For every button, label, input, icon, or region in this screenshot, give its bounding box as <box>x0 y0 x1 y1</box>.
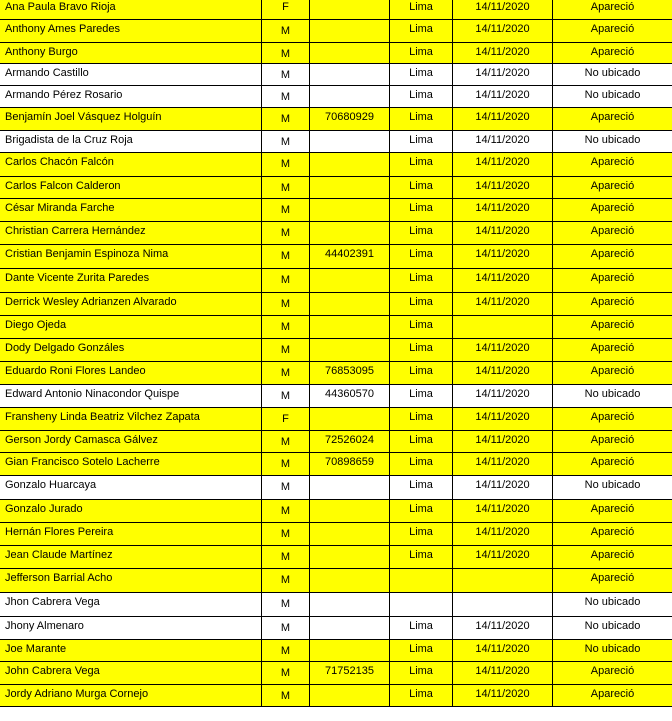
date-cell[interactable]: 14/11/2020 <box>453 640 553 661</box>
name-cell[interactable]: Eduardo Roni Flores Landeo <box>0 362 262 384</box>
table-row <box>0 339 672 362</box>
table-row <box>0 43 672 64</box>
table-row <box>0 153 672 177</box>
city-cell[interactable]: Lima <box>390 453 453 475</box>
date-cell[interactable]: 14/11/2020 <box>453 617 553 639</box>
sex-cell[interactable]: M <box>262 685 310 706</box>
status-cell[interactable]: Apareció <box>590 272 635 284</box>
table-row <box>0 453 672 476</box>
sex-cell[interactable]: M <box>262 617 310 639</box>
dni-cell[interactable]: 70898659 <box>310 453 390 475</box>
name-cell[interactable]: Carlos Chacón Falcón <box>0 153 262 176</box>
city-cell[interactable]: Lima <box>390 0 453 19</box>
table-row <box>0 640 672 662</box>
status-cell[interactable]: No ubicado <box>584 479 641 491</box>
name-cell[interactable]: Dante Vicente Zurita Paredes <box>0 269 262 292</box>
name-cell[interactable]: Edward Antonio Ninacondor Quispe <box>0 385 262 407</box>
date-cell[interactable] <box>453 569 553 592</box>
date-cell[interactable] <box>453 316 553 338</box>
status-cell[interactable]: Apareció <box>590 156 635 168</box>
dni-cell[interactable] <box>310 0 390 19</box>
status-cell[interactable]: No ubicado <box>584 89 641 101</box>
sex-cell[interactable]: M <box>262 153 310 176</box>
table-row <box>0 177 672 199</box>
dni-cell[interactable] <box>310 339 390 361</box>
sex-cell[interactable]: M <box>262 662 310 684</box>
name-cell[interactable]: Jhony Almenaro <box>0 617 262 639</box>
sex-cell[interactable]: M <box>262 476 310 499</box>
date-cell[interactable]: 14/11/2020 <box>453 546 553 568</box>
sex-cell[interactable]: M <box>262 453 310 475</box>
date-cell[interactable]: 14/11/2020 <box>453 0 553 19</box>
table-row <box>0 476 672 500</box>
status-cell[interactable]: Apareció <box>590 180 635 192</box>
status-cell[interactable]: Apareció <box>590 503 635 515</box>
sex-cell[interactable]: F <box>262 408 310 430</box>
city-cell[interactable]: Lima <box>390 385 453 407</box>
table-row <box>0 362 672 385</box>
sex-cell[interactable]: M <box>262 20 310 42</box>
city-cell[interactable]: Lima <box>390 153 453 176</box>
city-cell[interactable]: Lima <box>390 362 453 384</box>
table-row <box>0 0 672 20</box>
status-cell[interactable]: Apareció <box>590 572 635 584</box>
city-cell[interactable]: Lima <box>390 199 453 221</box>
city-cell[interactable]: Lima <box>390 245 453 268</box>
table-row <box>0 431 672 453</box>
name-cell[interactable]: Hernán Flores Pereira <box>0 523 262 545</box>
status-cell[interactable]: Apareció <box>590 1 635 13</box>
date-cell[interactable]: 14/11/2020 <box>453 293 553 315</box>
city-cell[interactable]: Lima <box>390 177 453 198</box>
name-cell[interactable]: Ana Paula Bravo Rioja <box>0 0 262 19</box>
name-cell[interactable]: Gonzalo Huarcaya <box>0 476 262 499</box>
dni-cell[interactable] <box>310 569 390 592</box>
dni-cell[interactable] <box>310 293 390 315</box>
date-cell[interactable]: 14/11/2020 <box>453 362 553 384</box>
dni-cell[interactable] <box>310 640 390 661</box>
date-cell[interactable]: 14/11/2020 <box>453 523 553 545</box>
dni-cell[interactable] <box>310 199 390 221</box>
dni-cell[interactable]: 70680929 <box>310 108 390 130</box>
table-row <box>0 20 672 43</box>
table-row <box>0 64 672 86</box>
date-cell[interactable]: 14/11/2020 <box>453 500 553 522</box>
table-row <box>0 500 672 523</box>
status-cell[interactable]: Apareció <box>590 202 635 214</box>
name-cell[interactable]: Cristian Benjamin Espinoza Nima <box>0 245 262 268</box>
date-cell[interactable]: 14/11/2020 <box>453 43 553 63</box>
city-cell[interactable]: Lima <box>390 546 453 568</box>
table-row <box>0 269 672 293</box>
date-cell[interactable]: 14/11/2020 <box>453 20 553 42</box>
dni-cell[interactable] <box>310 64 390 85</box>
status-cell[interactable]: No ubicado <box>584 643 641 655</box>
table-row <box>0 408 672 431</box>
status-cell[interactable]: Apareció <box>590 434 635 446</box>
date-cell[interactable]: 14/11/2020 <box>453 153 553 176</box>
date-cell[interactable]: 14/11/2020 <box>453 339 553 361</box>
sex-cell[interactable]: M <box>262 593 310 616</box>
city-cell[interactable]: Lima <box>390 339 453 361</box>
dni-cell[interactable]: 44402391 <box>310 245 390 268</box>
city-cell[interactable] <box>390 569 453 592</box>
dni-cell[interactable]: 71752135 <box>310 662 390 684</box>
name-cell[interactable]: Dody Delgado Gonzáles <box>0 339 262 361</box>
table-row <box>0 222 672 245</box>
status-cell[interactable]: Apareció <box>590 46 635 58</box>
sex-cell[interactable]: M <box>262 222 310 244</box>
name-cell[interactable]: Jean Claude Martínez <box>0 546 262 568</box>
table-row <box>0 685 672 707</box>
table-row <box>0 385 672 408</box>
name-cell[interactable]: Armando Pérez Rosario <box>0 86 262 107</box>
dni-cell[interactable] <box>310 617 390 639</box>
sex-cell[interactable]: M <box>262 546 310 568</box>
date-cell[interactable] <box>453 593 553 616</box>
table-row <box>0 662 672 685</box>
date-cell[interactable]: 14/11/2020 <box>453 177 553 198</box>
name-cell[interactable]: Armando Castillo <box>0 64 262 85</box>
sex-cell[interactable]: M <box>262 339 310 361</box>
status-cell[interactable]: No ubicado <box>584 596 641 608</box>
dni-cell[interactable] <box>310 86 390 107</box>
city-cell[interactable]: Lima <box>390 640 453 661</box>
name-cell[interactable]: Jefferson Barrial Acho <box>0 569 262 592</box>
status-cell[interactable]: Apareció <box>590 23 635 35</box>
status-cell[interactable]: No ubicado <box>584 67 641 79</box>
city-cell[interactable]: Lima <box>390 523 453 545</box>
status-cell[interactable]: Apareció <box>590 411 635 423</box>
status-cell[interactable]: Apareció <box>590 365 635 377</box>
table-row <box>0 617 672 640</box>
city-cell[interactable]: Lima <box>390 43 453 63</box>
dni-cell[interactable] <box>310 20 390 42</box>
dni-cell[interactable] <box>310 316 390 338</box>
status-cell[interactable]: Apareció <box>590 526 635 538</box>
table-row <box>0 569 672 593</box>
sex-cell[interactable]: M <box>262 500 310 522</box>
table-row <box>0 108 672 131</box>
sex-cell[interactable]: M <box>262 362 310 384</box>
name-cell[interactable]: Gonzalo Jurado <box>0 500 262 522</box>
dni-cell[interactable]: 72526024 <box>310 431 390 452</box>
date-cell[interactable]: 14/11/2020 <box>453 662 553 684</box>
table-row <box>0 245 672 269</box>
city-cell[interactable]: Lima <box>390 500 453 522</box>
sex-cell[interactable]: M <box>262 177 310 198</box>
name-cell[interactable]: Anthony Burgo <box>0 43 262 63</box>
city-cell[interactable]: Lima <box>390 293 453 315</box>
status-cell[interactable]: Apareció <box>590 225 635 237</box>
name-cell[interactable]: Brigadista de la Cruz Roja <box>0 131 262 152</box>
table-row <box>0 86 672 108</box>
name-cell[interactable]: Anthony Ames Paredes <box>0 20 262 42</box>
city-cell[interactable]: Lima <box>390 662 453 684</box>
dni-cell[interactable] <box>310 546 390 568</box>
city-cell[interactable]: Lima <box>390 408 453 430</box>
status-cell[interactable]: Apareció <box>590 248 635 260</box>
table-row <box>0 316 672 339</box>
date-cell[interactable]: 14/11/2020 <box>453 131 553 152</box>
city-cell[interactable]: Lima <box>390 431 453 452</box>
sex-cell[interactable]: M <box>262 316 310 338</box>
name-cell[interactable]: Benjamín Joel Vásquez Holguín <box>0 108 262 130</box>
date-cell[interactable]: 14/11/2020 <box>453 108 553 130</box>
status-cell[interactable]: Apareció <box>590 111 635 123</box>
name-cell[interactable]: John Cabrera Vega <box>0 662 262 684</box>
name-cell[interactable]: César Miranda Farche <box>0 199 262 221</box>
sex-cell[interactable]: M <box>262 43 310 63</box>
status-cell[interactable]: Apareció <box>590 549 635 561</box>
dni-cell[interactable] <box>310 476 390 499</box>
city-cell[interactable]: Lima <box>390 86 453 107</box>
city-cell[interactable]: Lima <box>390 685 453 706</box>
sex-cell[interactable]: M <box>262 293 310 315</box>
date-cell[interactable]: 14/11/2020 <box>453 269 553 292</box>
date-cell[interactable]: 14/11/2020 <box>453 385 553 407</box>
date-cell[interactable]: 14/11/2020 <box>453 64 553 85</box>
date-cell[interactable]: 14/11/2020 <box>453 476 553 499</box>
date-cell[interactable]: 14/11/2020 <box>453 431 553 452</box>
table-row <box>0 546 672 569</box>
status-cell[interactable]: Apareció <box>590 342 635 354</box>
city-cell[interactable]: Lima <box>390 269 453 292</box>
sex-cell[interactable]: F <box>262 0 310 19</box>
status-cell[interactable]: No ubicado <box>584 620 641 632</box>
table-row <box>0 593 672 617</box>
city-cell[interactable]: Lima <box>390 222 453 244</box>
city-cell[interactable]: Lima <box>390 131 453 152</box>
sex-cell[interactable]: M <box>262 64 310 85</box>
sex-cell[interactable]: M <box>262 523 310 545</box>
city-cell[interactable]: Lima <box>390 20 453 42</box>
city-cell[interactable]: Lima <box>390 316 453 338</box>
date-cell[interactable]: 14/11/2020 <box>453 86 553 107</box>
sex-cell[interactable]: M <box>262 199 310 221</box>
dni-cell[interactable] <box>310 177 390 198</box>
name-cell[interactable]: Gian Francisco Sotelo Lacherre <box>0 453 262 475</box>
name-cell[interactable]: Gerson Jordy Camasca Gálvez <box>0 431 262 452</box>
dni-cell[interactable] <box>310 153 390 176</box>
city-cell[interactable]: Lima <box>390 64 453 85</box>
table-row <box>0 293 672 316</box>
table-row <box>0 199 672 222</box>
date-cell[interactable]: 14/11/2020 <box>453 453 553 475</box>
sex-cell[interactable]: M <box>262 131 310 152</box>
dni-cell[interactable] <box>310 593 390 616</box>
dni-cell[interactable] <box>310 685 390 706</box>
city-cell[interactable]: Lima <box>390 617 453 639</box>
dni-cell[interactable]: 76853095 <box>310 362 390 384</box>
dni-cell[interactable] <box>310 43 390 63</box>
status-cell[interactable]: No ubicado <box>584 388 641 400</box>
name-cell[interactable]: Jordy Adriano Murga Cornejo <box>0 685 262 706</box>
status-cell[interactable]: Apareció <box>590 456 635 468</box>
name-cell[interactable]: Diego Ojeda <box>0 316 262 338</box>
name-cell[interactable]: Derrick Wesley Adrianzen Alvarado <box>0 293 262 315</box>
date-cell[interactable]: 14/11/2020 <box>453 222 553 244</box>
name-cell[interactable]: Fransheny Linda Beatriz Vilchez Zapata <box>0 408 262 430</box>
city-cell[interactable] <box>390 593 453 616</box>
status-cell[interactable]: Apareció <box>590 296 635 308</box>
name-cell[interactable]: Joe Marante <box>0 640 262 661</box>
status-cell[interactable]: Apareció <box>590 688 635 700</box>
status-cell[interactable]: No ubicado <box>584 134 641 146</box>
sex-cell[interactable]: M <box>262 86 310 107</box>
sex-cell[interactable]: M <box>262 245 310 268</box>
dni-cell[interactable] <box>310 523 390 545</box>
status-cell[interactable]: Apareció <box>590 665 635 677</box>
dni-cell[interactable] <box>310 131 390 152</box>
dni-cell[interactable] <box>310 500 390 522</box>
sex-cell[interactable]: M <box>262 640 310 661</box>
city-cell[interactable]: Lima <box>390 108 453 130</box>
date-cell[interactable]: 14/11/2020 <box>453 685 553 706</box>
name-cell[interactable]: Christian Carrera Hernández <box>0 222 262 244</box>
sex-cell[interactable]: M <box>262 385 310 407</box>
name-cell[interactable]: Carlos Falcon Calderon <box>0 177 262 198</box>
date-cell[interactable]: 14/11/2020 <box>453 245 553 268</box>
dni-cell[interactable] <box>310 269 390 292</box>
city-cell[interactable]: Lima <box>390 476 453 499</box>
dni-cell[interactable] <box>310 408 390 430</box>
date-cell[interactable]: 14/11/2020 <box>453 408 553 430</box>
sex-cell[interactable]: M <box>262 108 310 130</box>
table-row <box>0 131 672 153</box>
table-row <box>0 523 672 546</box>
name-cell[interactable]: Jhon Cabrera Vega <box>0 593 262 616</box>
sex-cell[interactable]: M <box>262 431 310 452</box>
dni-cell[interactable]: 44360570 <box>310 385 390 407</box>
date-cell[interactable]: 14/11/2020 <box>453 199 553 221</box>
status-cell[interactable]: Apareció <box>590 319 635 331</box>
sex-cell[interactable]: M <box>262 269 310 292</box>
dni-cell[interactable] <box>310 222 390 244</box>
sex-cell[interactable]: M <box>262 569 310 592</box>
